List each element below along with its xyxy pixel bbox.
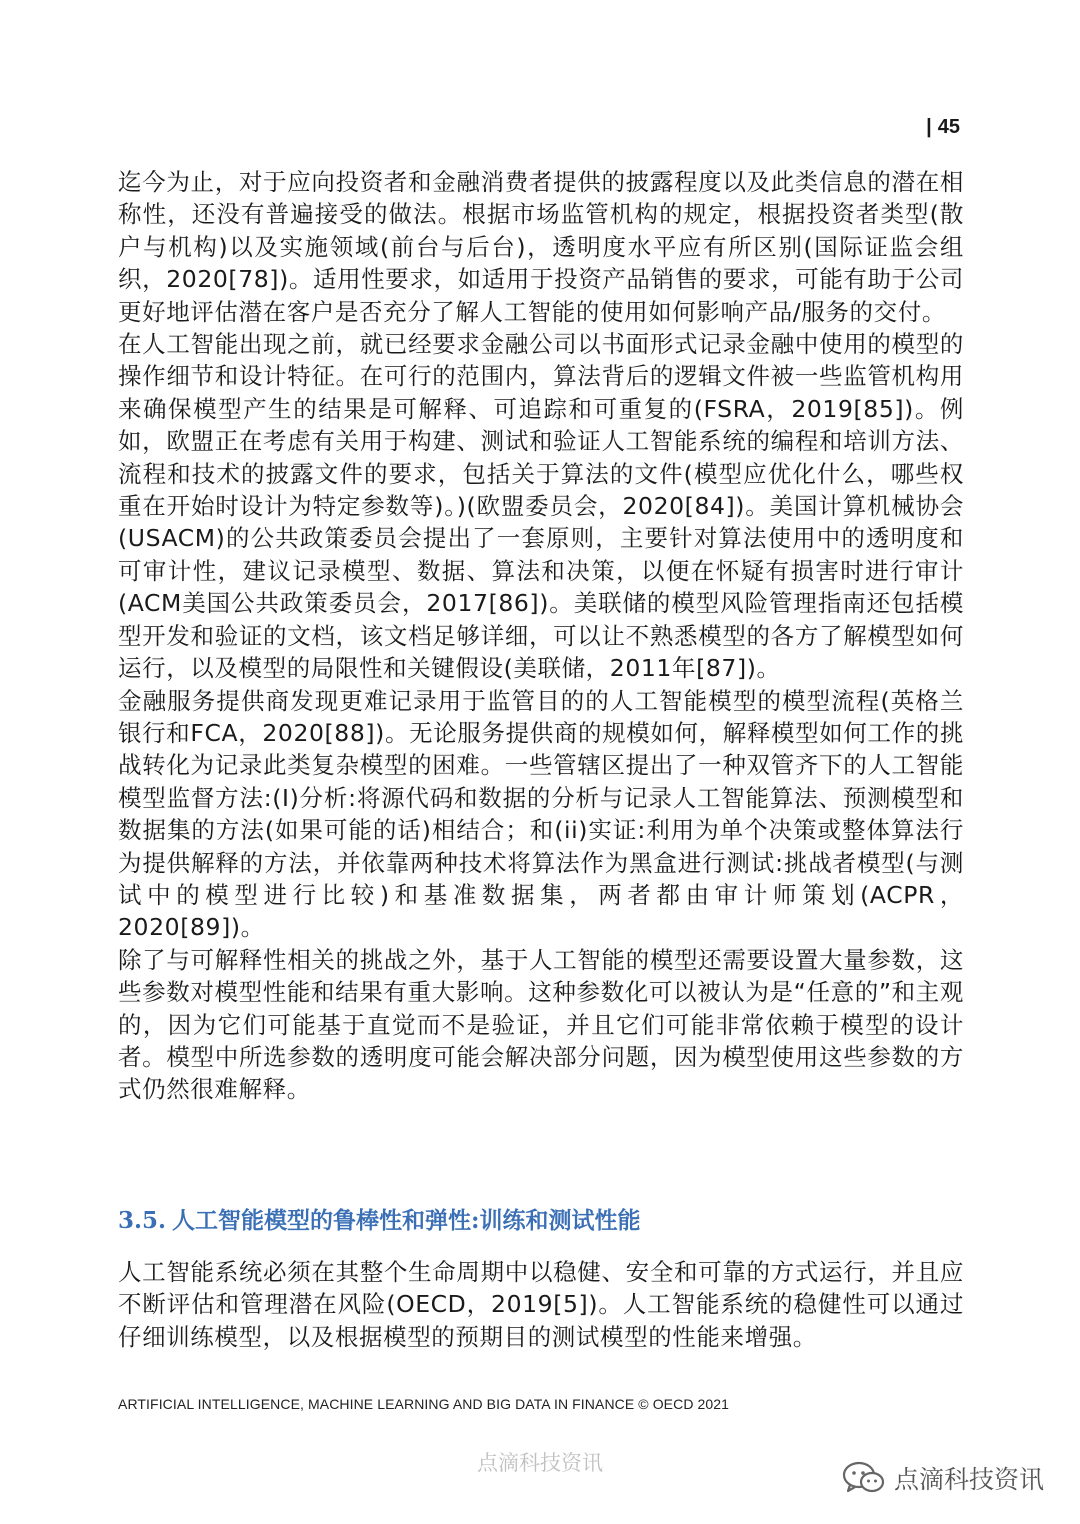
section-title: 人工智能模型的鲁棒性和弹性:训练和测试性能: [172, 1207, 641, 1234]
section-number: 3.5.: [118, 1207, 167, 1234]
paragraph-robustness: 人工智能系统必须在其整个生命周期中以稳健、安全和可靠的方式运行，并且应不断评估和管理潜在风险(OECD，2019[5])。人工智能系统的稳健性可以通过仔细训练模型，以及根据模型的预期目的测试模型的性能来增强。: [118, 1258, 964, 1351]
page-number-separator: |: [926, 116, 932, 138]
paragraph-documentation: 在人工智能出现之前，就已经要求金融公司以书面形式记录金融中使用的模型的操作细节和设计特征。在可行的范围内，算法背后的逻辑文件被一些监管机构用来确保模型产生的结果是可解释、可追踪和可重复的(FSRA，2019[85])。例如，欧盟正在考虑有关用于构建、测试和验证人工智能系统的编程和培训方法、流程和技术的披露文件的要求，包括关于算法的文件(模型应优化什么，哪些权重在开始时设计为特定参数等)。)(欧盟委员会，2020[84])。美国计算机械协会(USACM)的公共政策委员会提出了一套原则，主要针对算法使用中的透明度和可审计性，建议记录模型、数据、算法和决策，以便在怀疑有损害时进行审计(ACM美国公共政策委员会，2017[86])。美联储的模型风险管理指南还包括模型开发和验证的文档，该文档足够详细，可以让不熟悉模型的各方了解模型如何运行，以及模型的局限性和关键假设(美联储，2011年[87])。: [118, 330, 964, 683]
watermark-brand: [842, 1460, 1044, 1496]
page-number-value: 45: [937, 116, 960, 138]
running-footer: ARTIFICIAL INTELLIGENCE, MACHINE LEARNING AND BIG DATA IN FINANCE © OECD 2021: [118, 1396, 730, 1412]
body-text: [118, 166, 964, 1106]
wechat-icon: [842, 1461, 886, 1495]
page-number: [926, 116, 960, 139]
watermark-brand-text: 点滴科技资讯: [893, 1465, 1044, 1494]
paragraph-parameters: 除了与可解释性相关的挑战之外，基于人工智能的模型还需要设置大量参数，这些参数对模型性能和结果有重大影响。这种参数化可以被认为是“任意的”和主观的，因为它们可能基于直觉而不是验证，并且它们可能非常依赖于模型的设计者。模型中所选参数的透明度可能会解决部分问题，因为模型使用这些参数的方式仍然很难解释。: [118, 945, 964, 1104]
section-heading: [118, 1202, 641, 1235]
watermark-center-text: 点滴科技资讯: [477, 1451, 603, 1475]
section-body: [118, 1256, 964, 1353]
paragraph-supervision: 金融服务提供商发现更难记录用于监管目的的人工智能模型的模型流程(英格兰银行和FCA，2020[88])。无论服务提供商的规模如何，解释模型如何工作的挑战转化为记录此类复杂模型的困难。一些管辖区提出了一种双管齐下的人工智能模型监督方法:(I)分析:将源代码和数据的分析与记录人工智能算法、预测模型和数据集的方法(如果可能的话)相结合；和(ii)实证:利用为单个决策或整体算法行为提供解释的方法，并依靠两种技术将算法作为黑盒进行测试:挑战者模型(与测试中的模型进行比较)和基准数据集，两者都由审计师策划(ACPR，2020[89])。: [118, 686, 964, 942]
paragraph-disclosure: 迄今为止，对于应向投资者和金融消费者提供的披露程度以及此类信息的潜在相称性，还没有普遍接受的做法。根据市场监管机构的规定，根据投资者类型(散户与机构)以及实施领域(前台与后台)，透明度水平应有所区别(国际证监会组织，2020[78])。适用性要求，如适用于投资产品销售的要求，可能有助于公司更好地评估潜在客户是否充分了解人工智能的使用如何影响产品/服务的交付。: [118, 168, 964, 326]
